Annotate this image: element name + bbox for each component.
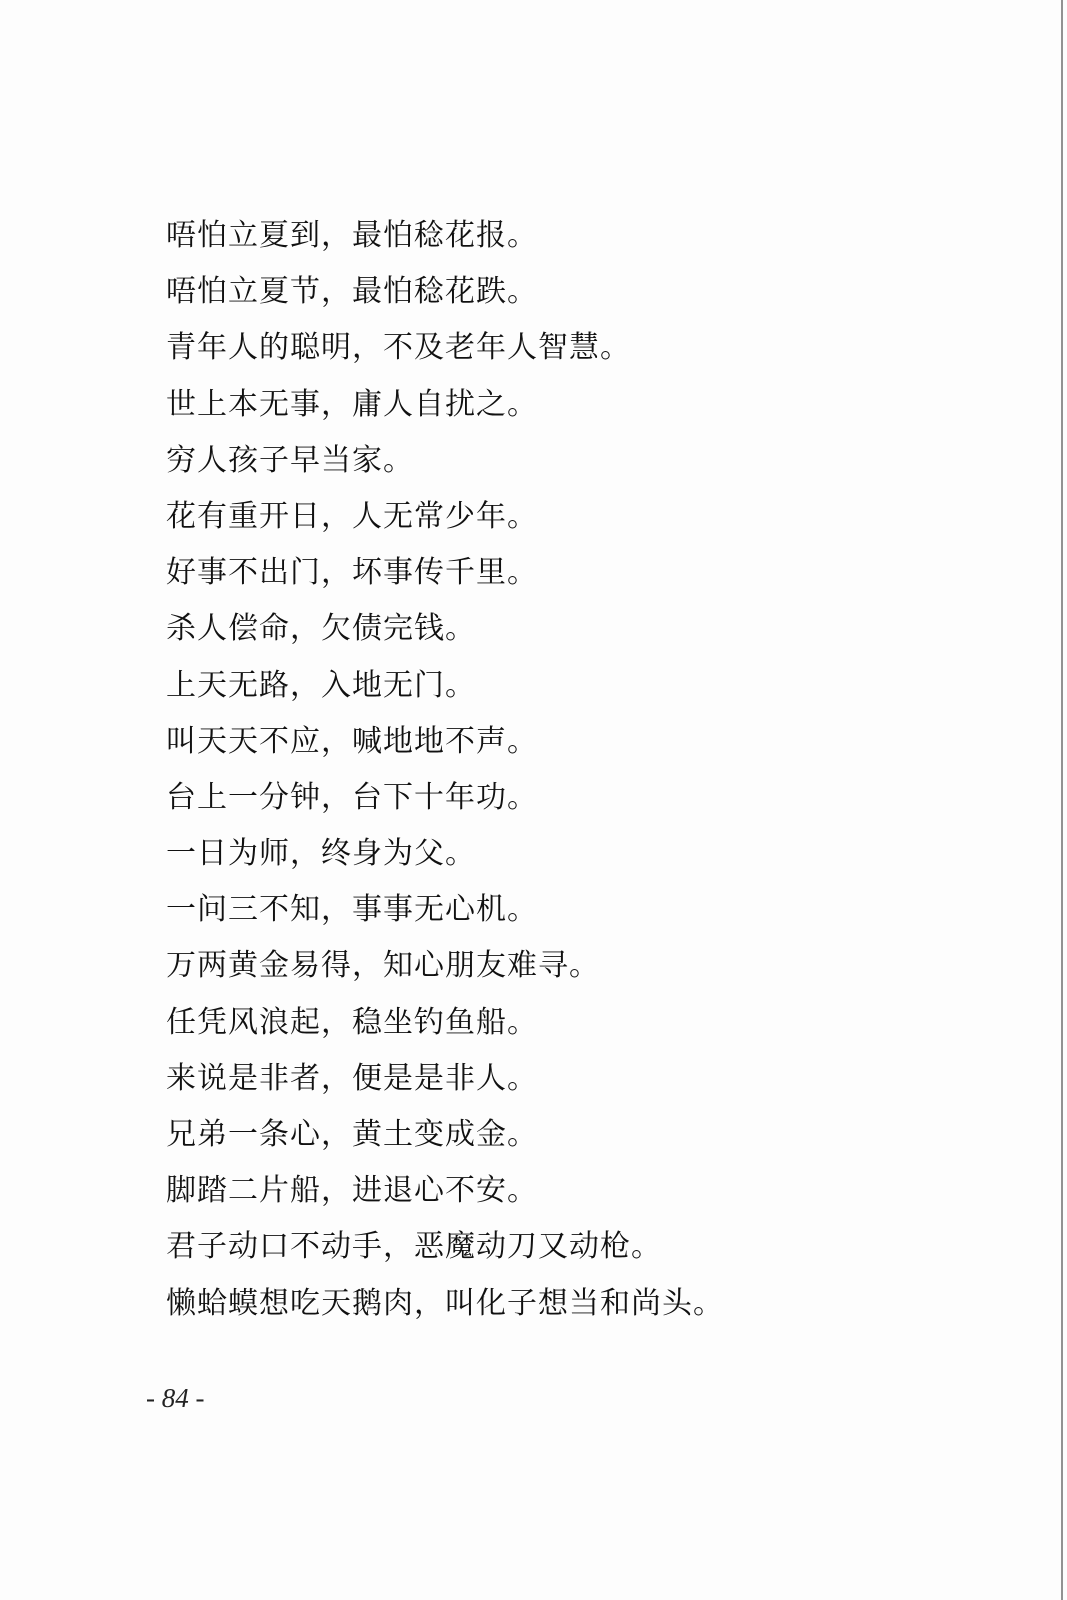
proverb-line: 一日为师，终身为父。: [166, 836, 476, 872]
proverb-line: 一问三不知，事事无心机。: [166, 892, 538, 928]
proverb-line: 花有重开日，人无常少年。: [166, 498, 538, 534]
proverb-line: 脚踏二片船，进退心不安。: [166, 1173, 538, 1209]
proverb-line: 叫天天不应，喊地地不声。: [166, 723, 538, 759]
proverb-line: 上天无路，入地无门。: [166, 667, 476, 703]
proverb-line: 万两黄金易得，知心朋友难寻。: [166, 948, 600, 984]
proverb-line: 唔怕立夏到，最怕稔花报。: [166, 218, 538, 253]
proverb-line: 杀人偿命，欠债完钱。: [166, 611, 476, 647]
proverb-line: 台上一分钟，台下十年功。: [166, 779, 538, 815]
proverb-line: 君子动口不动手，恶魔动刀又动枪。: [166, 1229, 662, 1265]
proverb-line: 任凭风浪起，稳坐钓鱼船。: [166, 1004, 538, 1040]
proverb-line: 穷人孩子早当家。: [166, 442, 414, 478]
proverb-line: 世上本无事，庸人自扰之。: [166, 386, 538, 422]
proverb-line: 兄弟一条心，黄土变成金。: [166, 1117, 538, 1152]
proverb-line: 青年人的聪明，不及老年人智慧。: [166, 330, 631, 366]
proverb-line: 懒蛤蟆想吃天鹅肉，叫化子想当和尚头。: [166, 1285, 724, 1321]
proverb-line: 来说是非者，便是是非人。: [166, 1060, 538, 1096]
proverb-list: [166, 208, 724, 1332]
page-edge-shadow: [1061, 0, 1063, 1600]
proverb-line: 唔怕立夏节，最怕稔花跌。: [166, 274, 538, 310]
page-number: - 84 -: [146, 1383, 205, 1413]
proverb-line: 好事不出门，坏事传千里。: [166, 555, 538, 591]
